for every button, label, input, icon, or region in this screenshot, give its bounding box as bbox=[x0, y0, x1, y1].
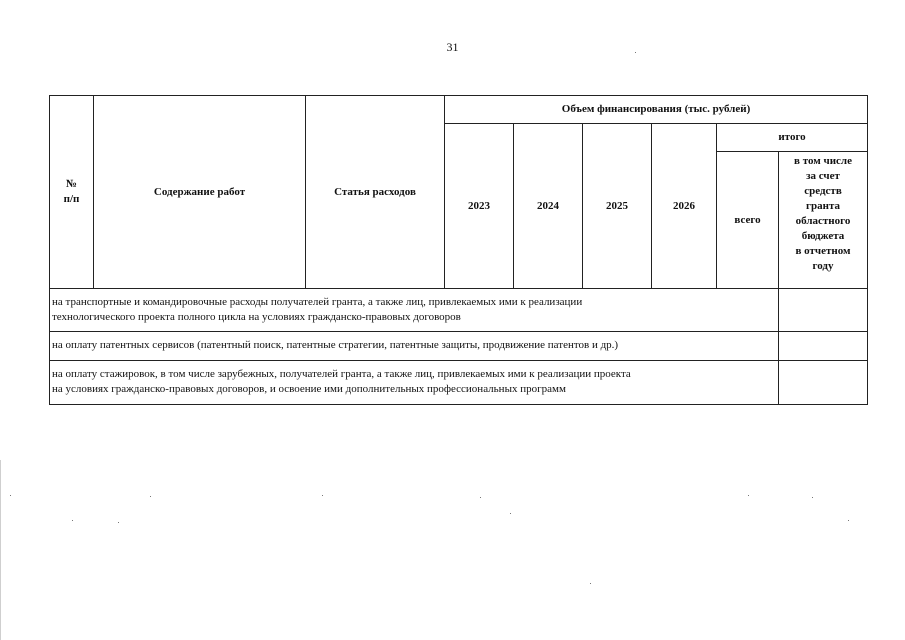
scan-speck bbox=[150, 496, 151, 497]
scan-edge-line bbox=[0, 460, 1, 640]
header-content-label: Содержание работ bbox=[153, 185, 246, 198]
header-year-label: 2023 bbox=[468, 199, 490, 212]
scan-speck bbox=[590, 583, 591, 584]
header-year-label: 2025 bbox=[606, 199, 628, 212]
header-year-label: 2024 bbox=[537, 199, 559, 212]
header-no-label: № п/п bbox=[63, 178, 80, 205]
header-expense-label: Статья расходов bbox=[334, 185, 416, 198]
row-grant-cell bbox=[779, 332, 868, 361]
header-no bbox=[50, 96, 94, 289]
scan-speck bbox=[118, 522, 119, 523]
header-content bbox=[94, 96, 306, 289]
header-total-all bbox=[717, 152, 779, 289]
header-year-label: 2026 bbox=[673, 199, 695, 212]
header-total bbox=[717, 124, 868, 152]
scan-speck bbox=[812, 497, 813, 498]
scan-speck bbox=[72, 520, 73, 521]
scan-speck bbox=[480, 497, 481, 498]
scan-speck bbox=[848, 520, 849, 521]
header-total-all-label: всего bbox=[734, 213, 761, 226]
header-expense bbox=[306, 96, 445, 289]
row-grant-cell bbox=[779, 361, 868, 405]
table-row bbox=[50, 361, 868, 405]
header-row-1 bbox=[50, 96, 868, 124]
header-year-2023 bbox=[445, 124, 514, 289]
row-text: на оплату стажировок, в том числе зарубежных, получателей гранта, а также лиц, привлекаемых ими к реализации проекта на условиях гражданско-правовых договоров, и освоение ими дополнительных профессиональных программ bbox=[50, 361, 779, 405]
header-year-2025 bbox=[583, 124, 652, 289]
table-row bbox=[50, 332, 868, 361]
page-number: 31 bbox=[446, 40, 459, 54]
scan-speck bbox=[10, 495, 11, 496]
header-total-grant bbox=[779, 152, 868, 289]
header-total-grant-label: в том числе за счет средств гранта областного бюджета в отчетном году bbox=[794, 155, 852, 272]
header-year-2026 bbox=[652, 124, 717, 289]
scan-speck bbox=[635, 52, 636, 53]
header-year-2024 bbox=[514, 124, 583, 289]
row-text: на оплату патентных сервисов (патентный поиск, патентные стратегии, патентные защиты, продвижение патентов и др.) bbox=[50, 332, 779, 361]
financing-table bbox=[49, 95, 868, 405]
table-row bbox=[50, 289, 868, 332]
scan-speck bbox=[322, 495, 323, 496]
row-text: на транспортные и командировочные расходы получателей гранта, а также лиц, привлекаемых ими к реализации технологического проекта полного цикла на условиях гражданско-правовых договоров bbox=[50, 289, 779, 332]
header-total-label: итого bbox=[778, 131, 806, 143]
header-funding-label: Объем финансирования (тыс. рублей) bbox=[561, 103, 751, 115]
row-grant-cell bbox=[779, 289, 868, 332]
scan-speck bbox=[510, 513, 511, 514]
scan-speck bbox=[748, 495, 749, 496]
header-funding bbox=[445, 96, 868, 124]
